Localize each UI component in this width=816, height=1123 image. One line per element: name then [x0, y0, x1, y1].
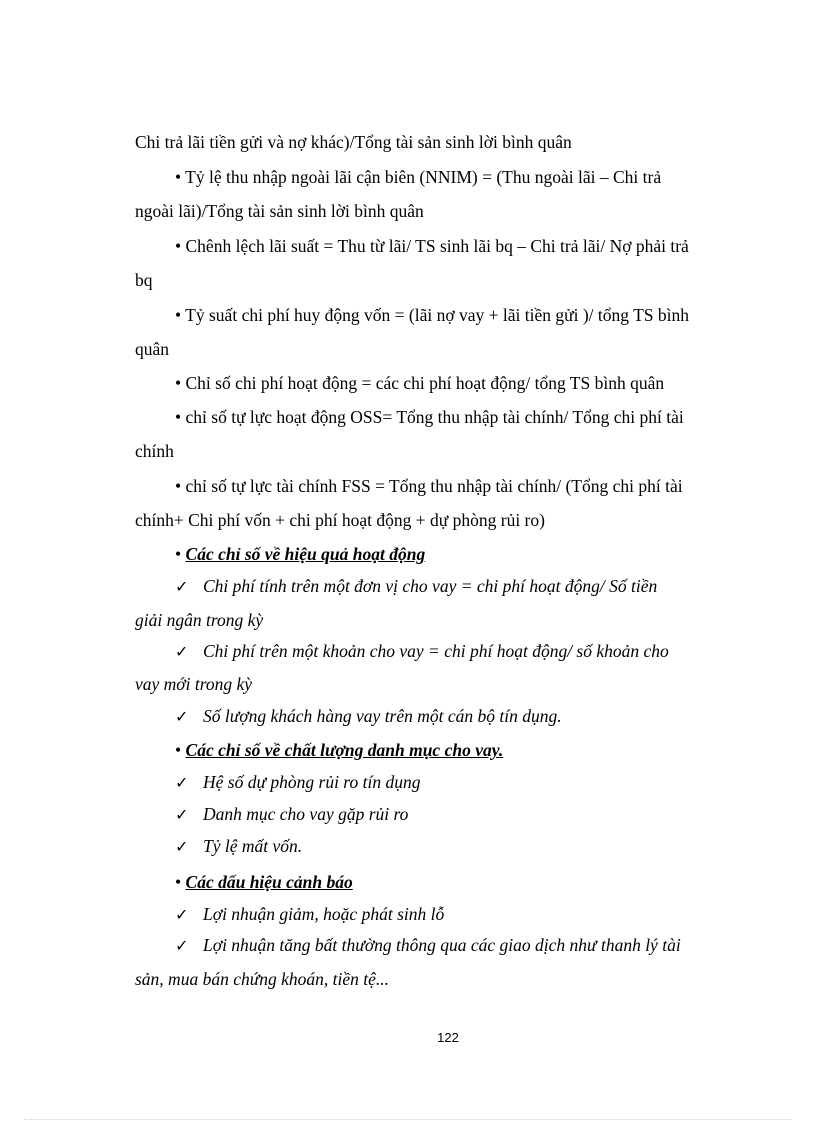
section-heading-warning-signs [175, 871, 353, 893]
heading-text: Các chỉ số về chất lượng danh mục cho vay. [185, 740, 504, 760]
text-line: vay mới trong kỳ [135, 674, 253, 694]
check-item [175, 640, 669, 663]
check-item [175, 705, 562, 728]
text-line: Chi trả lãi tiền gửi và nợ khác)/Tổng tài sản sinh lời bình quân [135, 132, 572, 152]
check-item [175, 771, 420, 794]
check-icon: ✓ [175, 837, 189, 856]
check-icon: ✓ [175, 577, 189, 596]
section-heading-portfolio-quality [175, 739, 503, 761]
text-line: quân [135, 339, 170, 359]
text-line: chính+ Chi phí vốn + chi phí hoạt động + dự phòng rủi ro) [135, 510, 545, 530]
bullet-item-fss: • chỉ số tự lực tài chính FSS = Tổng thu nhập tài chính/ (Tổng chi phí tài [175, 476, 683, 496]
text-line: ngoài lãi)/Tổng tài sản sinh lời bình quân [135, 201, 424, 221]
check-item [175, 803, 408, 826]
bullet: • [175, 872, 186, 892]
check-icon: ✓ [175, 707, 189, 726]
text-line: chính [135, 441, 174, 461]
check-item [175, 934, 681, 957]
check-icon: ✓ [175, 905, 189, 924]
text-line: sản, mua bán chứng khoán, tiền tệ... [135, 969, 390, 989]
text-line: bq [135, 270, 153, 290]
check-item [175, 835, 302, 858]
page-bottom-divider [24, 1119, 792, 1120]
check-icon: ✓ [175, 642, 189, 661]
text-line: giải ngân trong kỳ [135, 610, 264, 630]
bullet-item-interest-spread: • Chênh lệch lãi suất = Thu từ lãi/ TS sinh lãi bq – Chi trả lãi/ Nợ phải trả [175, 236, 689, 256]
heading-text: Các chỉ số về hiệu quả hoạt động [185, 544, 426, 564]
check-item-text: Danh mục cho vay gặp rủi ro [203, 804, 409, 824]
bullet-item-nnim: • Tỷ lệ thu nhập ngoài lãi cận biên (NNIM) = (Thu ngoài lãi – Chi trả [175, 167, 662, 187]
check-icon: ✓ [175, 805, 189, 824]
bullet: • [175, 740, 186, 760]
bullet: • [175, 544, 186, 564]
check-item-text: Hệ số dự phòng rủi ro tín dụng [203, 772, 421, 792]
heading-text: Các dấu hiệu cảnh báo [185, 872, 353, 892]
check-item [175, 575, 657, 598]
check-icon: ✓ [175, 936, 189, 955]
check-item-text: Lợi nhuận giảm, hoặc phát sinh lỗ [203, 904, 445, 924]
check-item-text: Số lượng khách hàng vay trên một cán bộ tín dụng. [203, 706, 562, 726]
check-item-text: Lợi nhuận tăng bất thường thông qua các giao dịch như thanh lý tài [203, 935, 681, 955]
check-item-text: Tỷ lệ mất vốn. [203, 836, 303, 856]
bullet-item-oss: • chỉ số tự lực hoạt động OSS= Tổng thu nhập tài chính/ Tổng chi phí tài [175, 407, 684, 427]
check-icon: ✓ [175, 773, 189, 792]
bullet-item-funding-cost: • Tỷ suất chi phí huy động vốn = (lãi nợ vay + lãi tiền gửi )/ tổng TS bình [175, 305, 689, 325]
bullet-item-operating-cost: • Chỉ số chi phí hoạt động = các chi phí hoạt động/ tổng TS bình quân [175, 373, 665, 393]
check-item [175, 903, 444, 926]
page-number: 122 [437, 1030, 459, 1045]
check-item-text: Chi phí trên một khoản cho vay = chi phí hoạt động/ số khoản cho [203, 641, 669, 661]
section-heading-efficiency [175, 543, 425, 565]
check-item-text: Chi phí tính trên một đơn vị cho vay = chi phí hoạt động/ Số tiền [203, 576, 658, 596]
